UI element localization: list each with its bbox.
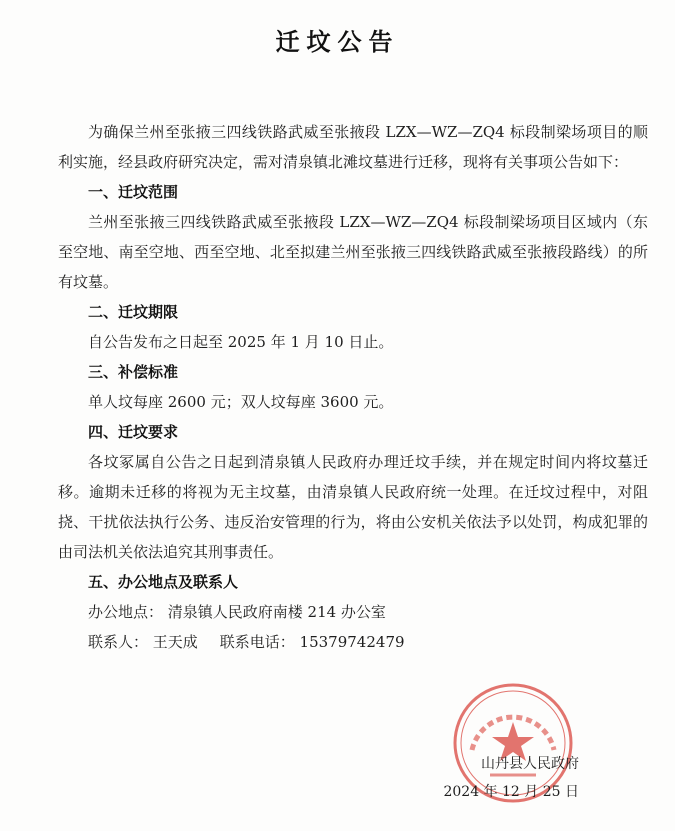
section-body-requirements: 各坟冢属自公告之日起到清泉镇人民政府办理迁坟手续，并在规定时间内将坟墓迁移。逾期未迁移的将视为无主坟墓，由清泉镇人民政府统一处理。在迁坟过程中，对阻挠、干扰依法执行公务、违反治安管理的行为，将由公安机关依法予以处罚，构成犯罪的由司法机关依法追究其刑事责任。 bbox=[58, 453, 648, 561]
section-heading-scope: 一、迁坟范围 bbox=[88, 183, 179, 201]
office-location: 办公地点： 清泉镇人民政府南楼 214 办公室 bbox=[88, 603, 386, 621]
notice-title: 迁坟公告 bbox=[275, 27, 400, 56]
contact-person: 联系人： 王天成 bbox=[88, 633, 198, 651]
signature-block bbox=[443, 750, 579, 806]
issue-date: 2024 年 12 月 25 日 bbox=[443, 784, 579, 800]
section-heading-requirements: 四、迁坟要求 bbox=[88, 423, 179, 441]
section-heading-deadline: 二、迁坟期限 bbox=[88, 303, 179, 321]
contact-line bbox=[58, 627, 648, 657]
section-body-compensation: 单人坟每座 2600 元；双人坟每座 3600 元。 bbox=[88, 393, 394, 411]
section-body-scope: 兰州至张掖三四线铁路武威至张掖段 LZX—WZ—ZQ4 标段制梁场项目区域内（东至空地、南至空地、西至空地、北至拟建兰州至张掖三四线铁路武威至张掖段路线）的所有坟墓。 bbox=[58, 213, 648, 291]
section-heading-contact: 五、办公地点及联系人 bbox=[88, 573, 239, 591]
intro-paragraph: 为确保兰州至张掖三四线铁路武威至张掖段 LZX—WZ—ZQ4 标段制梁场项目的顺利实施，经县政府研究决定，需对清泉镇北滩坟墓进行迁移，现将有关事项公告如下： bbox=[58, 123, 648, 171]
section-heading-compensation: 三、补偿标准 bbox=[88, 363, 179, 381]
notice-body bbox=[58, 117, 648, 657]
contact-phone: 联系电话： 15379742479 bbox=[219, 633, 405, 651]
section-body-deadline: 自公告发布之日起至 2025 年 1 月 10 日止。 bbox=[88, 333, 394, 351]
issuer-name: 山丹县人民政府 bbox=[481, 756, 579, 772]
